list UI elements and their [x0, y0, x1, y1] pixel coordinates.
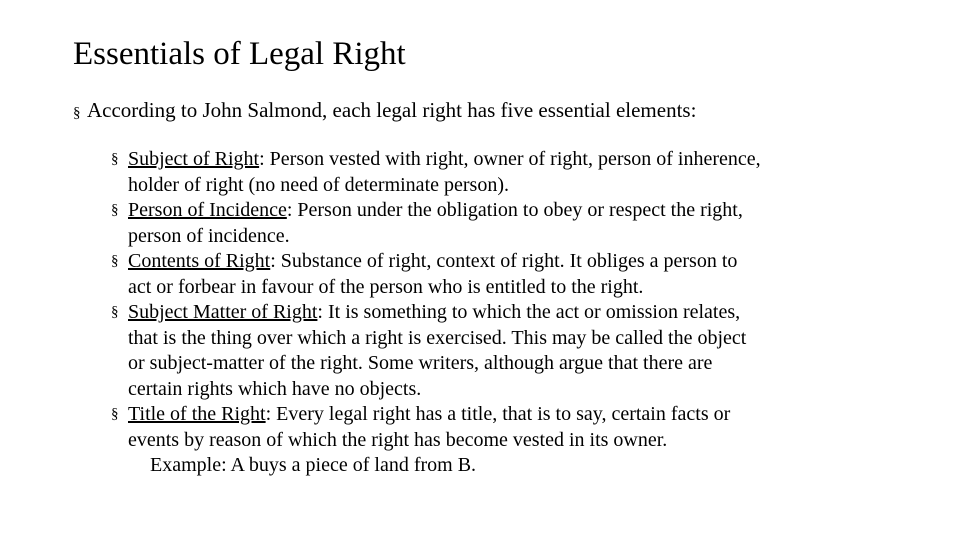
list-item-line: or subject-matter of the right. Some writers, although argue that there are — [128, 352, 713, 374]
bullet-icon: § — [111, 406, 119, 422]
list-item-line — [128, 147, 911, 173]
element-term: Subject Matter of Right — [128, 301, 318, 323]
list-item-line: that is the thing over which a right is exercised. This may be called the object — [128, 326, 747, 349]
slide-title: Essentials of Legal Right — [73, 36, 406, 72]
list-item-line: events by reason of which the right has become vested in its owner. — [128, 428, 668, 451]
list-item — [111, 300, 911, 402]
list-item-line: person of incidence. — [128, 224, 290, 247]
element-term: Subject of Right — [128, 148, 260, 170]
bullet-icon: § — [111, 253, 119, 269]
list-item-line — [128, 300, 911, 326]
element-description: Substance of right, context of right. It obliges a person to — [275, 250, 738, 272]
element-description: Person under the obligation to obey or respect the right, — [292, 199, 743, 221]
list-item-line: certain rights which have no objects. — [128, 377, 422, 400]
element-description: It is something to which the act or omission relates, — [322, 301, 741, 323]
term-separator: : — [265, 403, 272, 425]
list-item — [111, 147, 911, 198]
list-item-line: act or forbear in favour of the person who is entitled to the right. — [128, 275, 644, 298]
list-item-line — [128, 249, 911, 275]
term-separator: : — [259, 148, 265, 170]
term-separator: : — [270, 250, 276, 272]
element-description: Every legal right has a title, that is to say, certain facts or — [271, 403, 731, 425]
bullet-icon: § — [111, 304, 119, 320]
elements-list — [111, 147, 911, 479]
bullet-icon: § — [111, 151, 119, 167]
example-text: Example: A buys a piece of land from B. — [150, 454, 477, 476]
list-item — [111, 249, 911, 300]
term-separator: : — [317, 301, 323, 323]
list-item-line: holder of right (no need of determinate person). — [128, 173, 509, 196]
list-item — [111, 402, 911, 479]
list-item-line — [128, 402, 911, 428]
bullet-icon: § — [73, 105, 81, 121]
intro-text: According to John Salmond, each legal right has five essential elements: — [87, 98, 697, 122]
element-term: Title of the Right — [128, 403, 266, 425]
element-term: Person of Incidence — [128, 199, 287, 221]
element-term: Contents of Right — [128, 250, 271, 272]
list-item — [111, 198, 911, 249]
bullet-icon: § — [111, 202, 119, 218]
list-item-line — [128, 198, 911, 224]
term-separator: : — [286, 199, 293, 221]
element-description: Person vested with right, owner of right, person of inherence, — [264, 148, 761, 170]
intro-bullet — [73, 96, 696, 127]
